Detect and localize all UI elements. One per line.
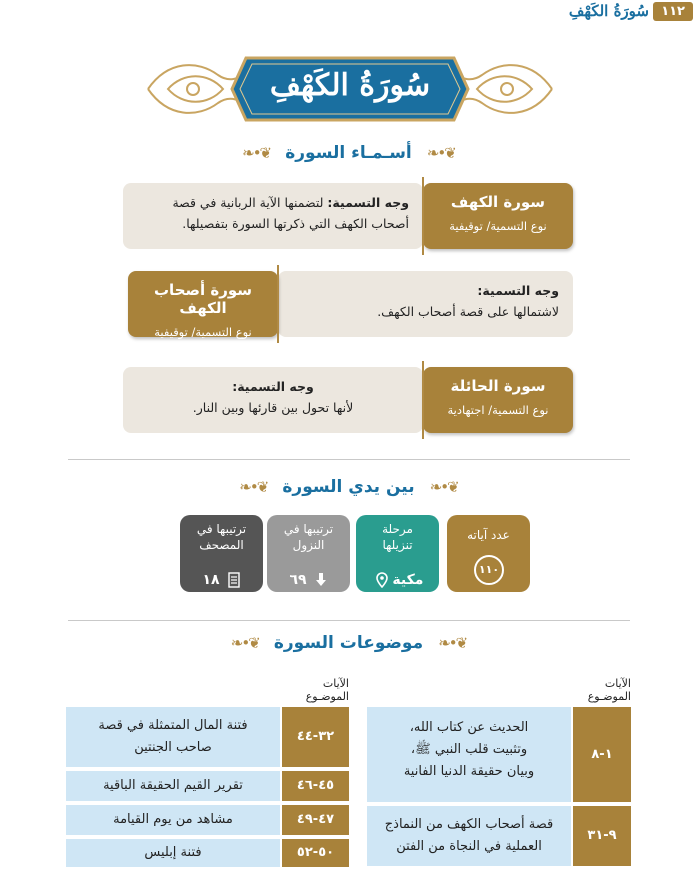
section-title: أسـمـاء السورة (285, 142, 412, 163)
info-label: مرحلة (382, 522, 413, 536)
info-label: النزول (292, 538, 325, 552)
info-value-row (180, 572, 263, 588)
ornament-icon: ❦•❧ (426, 143, 455, 162)
name-badge (423, 367, 573, 433)
table-row (66, 839, 349, 867)
section-heading-intro (0, 476, 697, 502)
download-arrow-icon (315, 572, 327, 588)
info-ayat-count (447, 515, 530, 592)
section-title: موضوعات السورة (273, 632, 424, 653)
table-row (66, 707, 349, 767)
topic-cell (66, 707, 280, 767)
reason-text: أصحاب الكهف التي ذكرتها السورة بتفصيلها. (182, 216, 409, 231)
name-card-2 (128, 271, 573, 337)
info-label: عدد آياته (467, 528, 510, 542)
reason-text: لتضمنها الآية الربانية في قصة (172, 195, 324, 210)
topics-table-right (367, 677, 631, 867)
section-heading-names (0, 142, 697, 168)
topic-text: فتنة المال المتمثلة في قصة (98, 718, 248, 733)
ayat-range: ١-٨ (573, 707, 631, 802)
name-badge (423, 183, 573, 249)
divider-line (422, 361, 424, 439)
reason-label: وجه التسمية: (477, 283, 559, 298)
surah-name: سورة أصحاب الكهف (153, 281, 253, 317)
topic-text: قصة أصحاب الكهف من النماذج (384, 817, 554, 832)
ayat-range: ٤٧-٤٩ (282, 805, 349, 835)
ornament-icon: ❦•❧ (242, 143, 271, 162)
naming-type: نوع التسمية/ توقيفية (449, 219, 547, 233)
ayat-range: ٥٠-٥٢ (282, 839, 349, 867)
topic-text: وبيان حقيقة الدنيا الفانية (403, 764, 535, 779)
surah-banner (138, 50, 562, 128)
topic-text: مشاهد من يوم القيامة (66, 805, 280, 835)
info-label: تنزيلها (382, 538, 413, 552)
reason-box (278, 271, 573, 337)
divider-line (422, 177, 424, 255)
info-label: المصحف (199, 538, 244, 552)
topic-cell (367, 707, 571, 802)
ornament-icon: ❦•❧ (438, 633, 467, 652)
column-header-topic: الموضـوع (587, 690, 631, 703)
table-row (66, 805, 349, 835)
ayat-range: ٩-٣١ (573, 806, 631, 866)
name-card-1 (123, 183, 573, 249)
ayah-circle-icon (474, 555, 504, 585)
table-row (367, 707, 631, 802)
reason-box (123, 367, 423, 433)
document-icon (228, 572, 240, 588)
table-row (367, 806, 631, 866)
name-card-3 (123, 367, 573, 433)
reason-box (123, 183, 423, 249)
reason-label: وجه التسمية: (327, 195, 409, 210)
banner-title: سُورَةُ الكَهْفِ (269, 68, 431, 103)
ornament-icon: ❦•❧ (429, 477, 458, 496)
surah-name: سورة الكهف (450, 193, 546, 211)
ayat-range: ٣٢-٤٤ (282, 707, 349, 767)
topic-text: تقرير القيم الحقيقة الباقية (66, 771, 280, 801)
reason-text: لاشتمالها على قصة أصحاب الكهف. (377, 304, 559, 319)
topic-text: صاحب الجنتين (134, 740, 212, 755)
ornament-icon: ❦•❧ (239, 477, 268, 496)
header-title: سُورَةُ الكَهْفِ (568, 2, 649, 20)
section-divider (68, 459, 630, 460)
info-value: مكية (392, 572, 424, 588)
reason-text: لأنها تحول بين قارئها وبين النار. (192, 400, 354, 415)
ornament-icon: ❦•❧ (230, 633, 259, 652)
column-header-ayat: الآيات (322, 677, 349, 690)
info-label: ترتيبها في (283, 522, 334, 536)
page-header (0, 0, 697, 30)
info-mushaf-order (180, 515, 263, 592)
naming-type: نوع التسمية/ اجتهادية (447, 403, 549, 417)
name-badge (128, 271, 278, 337)
topics-table-left (66, 677, 349, 867)
topic-text: فتنة إبليس (66, 839, 280, 867)
info-label: ترتيبها في (196, 522, 247, 536)
topic-text: وتثبيت قلب النبي ﷺ، (410, 742, 528, 757)
reason-label: وجه التسمية: (232, 379, 314, 394)
info-value: ٦٩ (289, 572, 307, 588)
naming-type: نوع التسمية/ توقيفية (154, 325, 252, 339)
info-value: ١٨ (202, 572, 220, 588)
location-pin-icon (376, 572, 388, 588)
table-row (66, 771, 349, 801)
surah-name: سورة الحائلة (450, 377, 546, 395)
column-header-topic: الموضـوع (305, 690, 349, 703)
info-revelation (356, 515, 439, 592)
topic-text: الحديث عن كتاب الله، (409, 720, 529, 735)
topic-cell (367, 806, 571, 866)
divider-line (277, 265, 279, 343)
topic-text: العملية في النجاة من الفتن (396, 839, 542, 854)
section-heading-topics (0, 632, 697, 658)
column-header-ayat: الآيات (604, 677, 631, 690)
page-number: ١١٢ (653, 2, 693, 21)
section-title: بين يدي السورة (282, 476, 415, 497)
info-value-row (356, 572, 439, 588)
section-divider (68, 620, 630, 621)
info-value-row (267, 572, 350, 588)
info-revelation-order (267, 515, 350, 592)
ayat-range: ٤٥-٤٦ (282, 771, 349, 801)
info-value: ١١٠ (478, 563, 500, 576)
